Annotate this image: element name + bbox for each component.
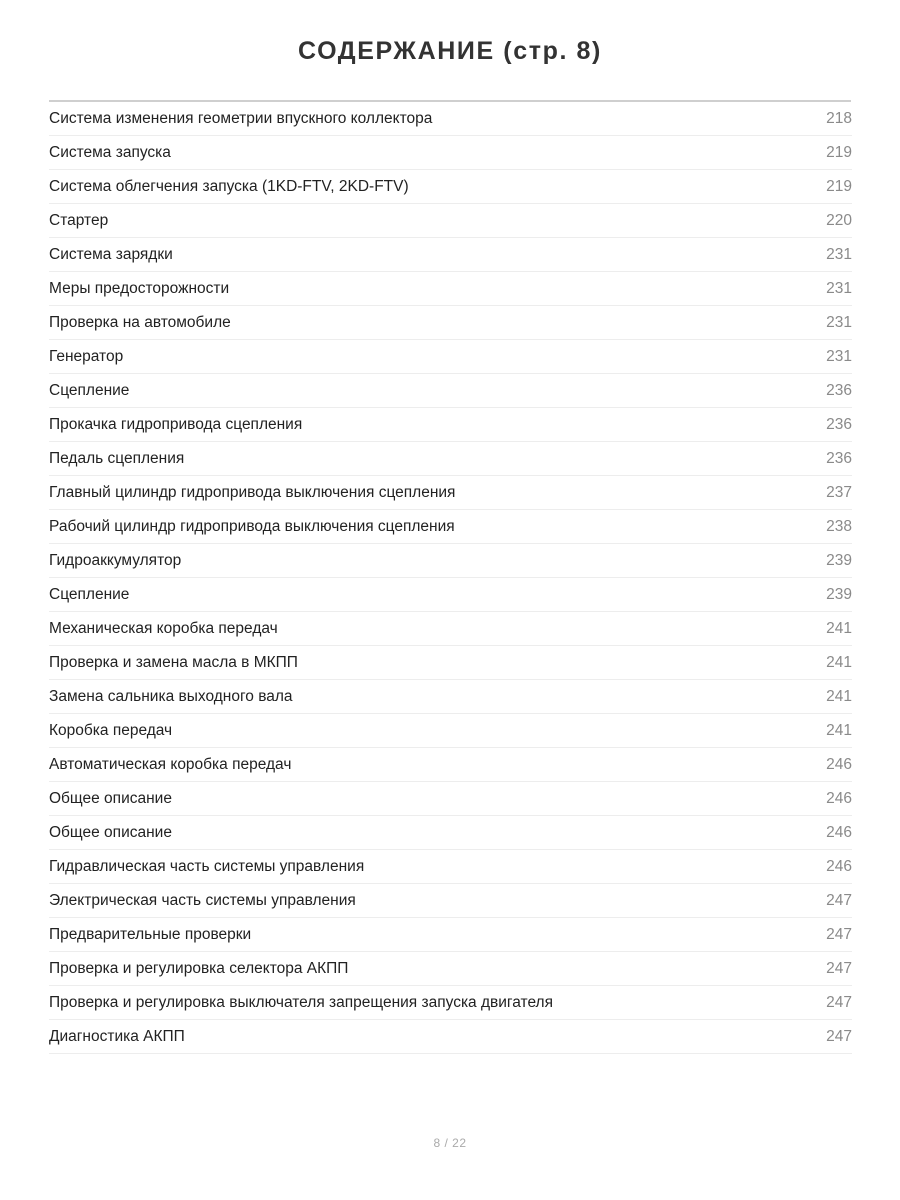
toc-entry-page-number: 239 [826,552,852,569]
toc-entry-title: Главный цилиндр гидропривода выключения сцепления [49,484,456,501]
table-of-contents [0,102,900,1134]
toc-entry[interactable] [49,170,852,204]
toc-entry[interactable] [49,544,852,578]
toc-entry-page-number: 246 [826,824,852,841]
toc-entry-title: Замена сальника выходного вала [49,688,293,705]
toc-entry-page-number: 236 [826,450,852,467]
toc-entry-title: Проверка и регулировка селектора АКПП [49,960,349,977]
toc-entry-title: Диагностика АКПП [49,1028,185,1045]
toc-entry[interactable] [49,986,852,1020]
toc-entry-page-number: 241 [826,620,852,637]
toc-entry[interactable] [49,510,852,544]
toc-entry[interactable] [49,816,852,850]
toc-entry[interactable] [49,952,852,986]
toc-entry-title: Система зарядки [49,246,173,263]
page-title: СОДЕРЖАНИЕ (стр. 8) [298,37,602,65]
toc-entry-title: Генератор [49,348,124,365]
toc-entry-title: Система изменения геометрии впускного коллектора [49,110,433,127]
toc-entry-title: Прокачка гидропривода сцепления [49,416,303,433]
toc-entry-page-number: 219 [826,144,852,161]
toc-entry-title: Рабочий цилиндр гидропривода выключения сцепления [49,518,455,535]
toc-entry[interactable] [49,408,852,442]
toc-entry-page-number: 246 [826,790,852,807]
toc-entry-title: Электрическая часть системы управления [49,892,356,909]
toc-entry-page-number: 241 [826,688,852,705]
toc-entry-title: Сцепление [49,586,130,603]
toc-entry-title: Гидроаккумулятор [49,552,182,569]
toc-entry-page-number: 238 [826,518,852,535]
toc-entry-title: Система облегчения запуска (1KD-FTV, 2KD-FTV) [49,178,409,195]
toc-entry-title: Гидравлическая часть системы управления [49,858,365,875]
toc-entry[interactable] [49,102,852,136]
toc-entry[interactable] [49,612,852,646]
toc-entry[interactable] [49,306,852,340]
toc-entry-page-number: 239 [826,586,852,603]
toc-entry-page-number: 237 [826,484,852,501]
toc-entry-page-number: 241 [826,654,852,671]
toc-entry[interactable] [49,374,852,408]
toc-entry[interactable] [49,204,852,238]
toc-entry-title: Стартер [49,212,109,229]
toc-entry-page-number: 231 [826,246,852,263]
toc-entry[interactable] [49,680,852,714]
toc-entry[interactable] [49,476,852,510]
toc-entry-title: Общее описание [49,824,172,841]
toc-entry[interactable] [49,136,852,170]
toc-entry-title: Меры предосторожности [49,280,230,297]
document-header [0,0,900,102]
toc-entry[interactable] [49,442,852,476]
toc-entry-title: Педаль сцепления [49,450,185,467]
toc-entry-page-number: 231 [826,348,852,365]
toc-entry-page-number: 247 [826,892,852,909]
toc-entry[interactable] [49,884,852,918]
toc-entry-title: Механическая коробка передач [49,620,278,637]
toc-entry-page-number: 247 [826,1028,852,1045]
toc-entry-title: Проверка на автомобиле [49,314,231,331]
toc-entry[interactable] [49,714,852,748]
toc-entry-page-number: 247 [826,926,852,943]
toc-entry-page-number: 219 [826,178,852,195]
toc-entry[interactable] [49,340,852,374]
toc-entry-title: Сцепление [49,382,130,399]
toc-entry-page-number: 246 [826,858,852,875]
toc-entry-title: Автоматическая коробка передач [49,756,292,773]
toc-entry[interactable] [49,748,852,782]
toc-entry-page-number: 236 [826,416,852,433]
toc-entry[interactable] [49,918,852,952]
toc-entry-title: Предварительные проверки [49,926,252,943]
toc-entry-title: Проверка и регулировка выключателя запрещения запуска двигателя [49,994,553,1011]
footer-page-indicator: 8 / 22 [433,1136,467,1150]
toc-entry[interactable] [49,578,852,612]
toc-entry-page-number: 246 [826,756,852,773]
toc-entry[interactable] [49,238,852,272]
toc-entry-page-number: 247 [826,994,852,1011]
toc-entry[interactable] [49,272,852,306]
toc-entry-page-number: 220 [826,212,852,229]
toc-entry-title: Коробка передач [49,722,173,739]
toc-entry-page-number: 231 [826,280,852,297]
toc-entry[interactable] [49,1020,852,1054]
toc-entry-page-number: 247 [826,960,852,977]
toc-entry-page-number: 241 [826,722,852,739]
toc-entry-title: Общее описание [49,790,172,807]
toc-entry-page-number: 236 [826,382,852,399]
toc-entry[interactable] [49,850,852,884]
toc-entry-title: Система запуска [49,144,171,161]
toc-entry[interactable] [49,782,852,816]
toc-entry[interactable] [49,646,852,680]
toc-entry-title: Проверка и замена масла в МКПП [49,654,298,671]
toc-entry-page-number: 231 [826,314,852,331]
document-footer [0,1134,900,1200]
toc-entry-page-number: 218 [826,110,852,127]
